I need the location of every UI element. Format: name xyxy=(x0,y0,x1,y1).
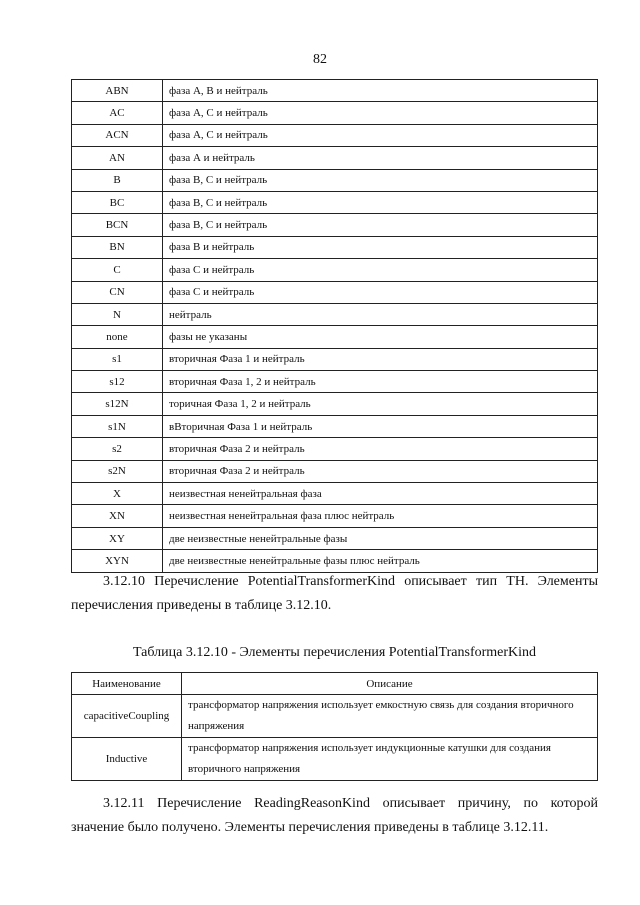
table-row xyxy=(72,281,598,303)
table-row xyxy=(72,259,598,281)
phase-description: фаза А, В и нейтраль xyxy=(163,80,598,102)
phase-description: торичная Фаза 1, 2 и нейтраль xyxy=(163,393,598,415)
table-row xyxy=(72,348,598,370)
table-header-row xyxy=(72,673,598,695)
element-name: Inductive xyxy=(72,738,182,781)
table-row xyxy=(72,460,598,482)
table-row xyxy=(72,169,598,191)
table-row xyxy=(72,326,598,348)
potential-transformer-kind-table xyxy=(71,672,598,781)
paragraph-3-12-11: 3.12.11 Перечисление ReadingReasonKind описывает причину, по которой значение было получено. Элементы перечисления приведены в таблице 3.12.11. xyxy=(71,796,598,835)
phase-code: s2N xyxy=(72,460,163,482)
phase-description: две неизвестные ненейтральные фазы xyxy=(163,527,598,549)
phase-code: BC xyxy=(72,191,163,213)
table-row xyxy=(72,393,598,415)
phase-description: вторичная Фаза 1 и нейтраль xyxy=(163,348,598,370)
table-row xyxy=(72,80,598,102)
phase-code: X xyxy=(72,483,163,505)
phase-code: s12N xyxy=(72,393,163,415)
table-row xyxy=(72,738,598,781)
phase-description: нейтраль xyxy=(163,303,598,325)
phase-description: фаза В и нейтраль xyxy=(163,236,598,258)
table-row xyxy=(72,505,598,527)
phase-code: AN xyxy=(72,147,163,169)
element-name: capacitiveCoupling xyxy=(72,695,182,738)
phase-code: B xyxy=(72,169,163,191)
table-row xyxy=(72,147,598,169)
header-description: Описание xyxy=(182,673,598,695)
table-row xyxy=(72,236,598,258)
phase-description: неизвестная ненейтральная фаза плюс нейтраль xyxy=(163,505,598,527)
phase-description: вВторичная Фаза 1 и нейтраль xyxy=(163,415,598,437)
phase-table xyxy=(71,79,598,573)
phase-description: фаза В, С и нейтраль xyxy=(163,191,598,213)
table-row xyxy=(72,695,598,738)
phase-code: XY xyxy=(72,527,163,549)
phase-code: C xyxy=(72,259,163,281)
phase-description: вторичная Фаза 2 и нейтраль xyxy=(163,460,598,482)
phase-code: ACN xyxy=(72,124,163,146)
table-row xyxy=(72,550,598,572)
table-row xyxy=(72,527,598,549)
phase-code: s12 xyxy=(72,371,163,393)
phase-description: фаза А, С и нейтраль xyxy=(163,102,598,124)
element-description: трансформатор напряжения использует емкостную связь для создания вторичного напряжения xyxy=(182,695,598,738)
phase-description: вторичная Фаза 1, 2 и нейтраль xyxy=(163,371,598,393)
phase-code: BCN xyxy=(72,214,163,236)
table-row xyxy=(72,214,598,236)
paragraph-3-12-10: 3.12.10 Перечисление PotentialTransformerKind описывает тип ТН. Элементы перечисления приведены в таблице 3.12.10. xyxy=(71,574,598,613)
phase-code: AC xyxy=(72,102,163,124)
phase-code: N xyxy=(72,303,163,325)
table-row xyxy=(72,191,598,213)
phase-description: фаза А и нейтраль xyxy=(163,147,598,169)
phase-code: none xyxy=(72,326,163,348)
phase-code: s1 xyxy=(72,348,163,370)
table-row xyxy=(72,124,598,146)
phase-code: XYN xyxy=(72,550,163,572)
table-row xyxy=(72,102,598,124)
phase-description: вторичная Фаза 2 и нейтраль xyxy=(163,438,598,460)
phase-code: CN xyxy=(72,281,163,303)
phase-description: неизвестная ненейтральная фаза xyxy=(163,483,598,505)
header-name: Наименование xyxy=(72,673,182,695)
phase-description: фаза С и нейтраль xyxy=(163,259,598,281)
phase-description: фазы не указаны xyxy=(163,326,598,348)
phase-description: фаза В, С и нейтраль xyxy=(163,214,598,236)
phase-code: XN xyxy=(72,505,163,527)
phase-description: фаза С и нейтраль xyxy=(163,281,598,303)
phase-code: ABN xyxy=(72,80,163,102)
element-description: трансформатор напряжения использует индукционные катушки для создания вторичного напряжения xyxy=(182,738,598,781)
phase-code: s1N xyxy=(72,415,163,437)
page-number: 82 xyxy=(313,52,327,67)
table-row xyxy=(72,303,598,325)
phase-description: фаза В, С и нейтраль xyxy=(163,169,598,191)
table-row xyxy=(72,371,598,393)
phase-code: BN xyxy=(72,236,163,258)
table-row xyxy=(72,483,598,505)
phase-code: s2 xyxy=(72,438,163,460)
table-caption: Таблица 3.12.10 - Элементы перечисления PotentialTransformerKind xyxy=(132,645,537,660)
phase-description: две неизвестные ненейтральные фазы плюс нейтраль xyxy=(163,550,598,572)
table-row xyxy=(72,415,598,437)
table-row xyxy=(72,438,598,460)
phase-description: фаза А, С и нейтраль xyxy=(163,124,598,146)
